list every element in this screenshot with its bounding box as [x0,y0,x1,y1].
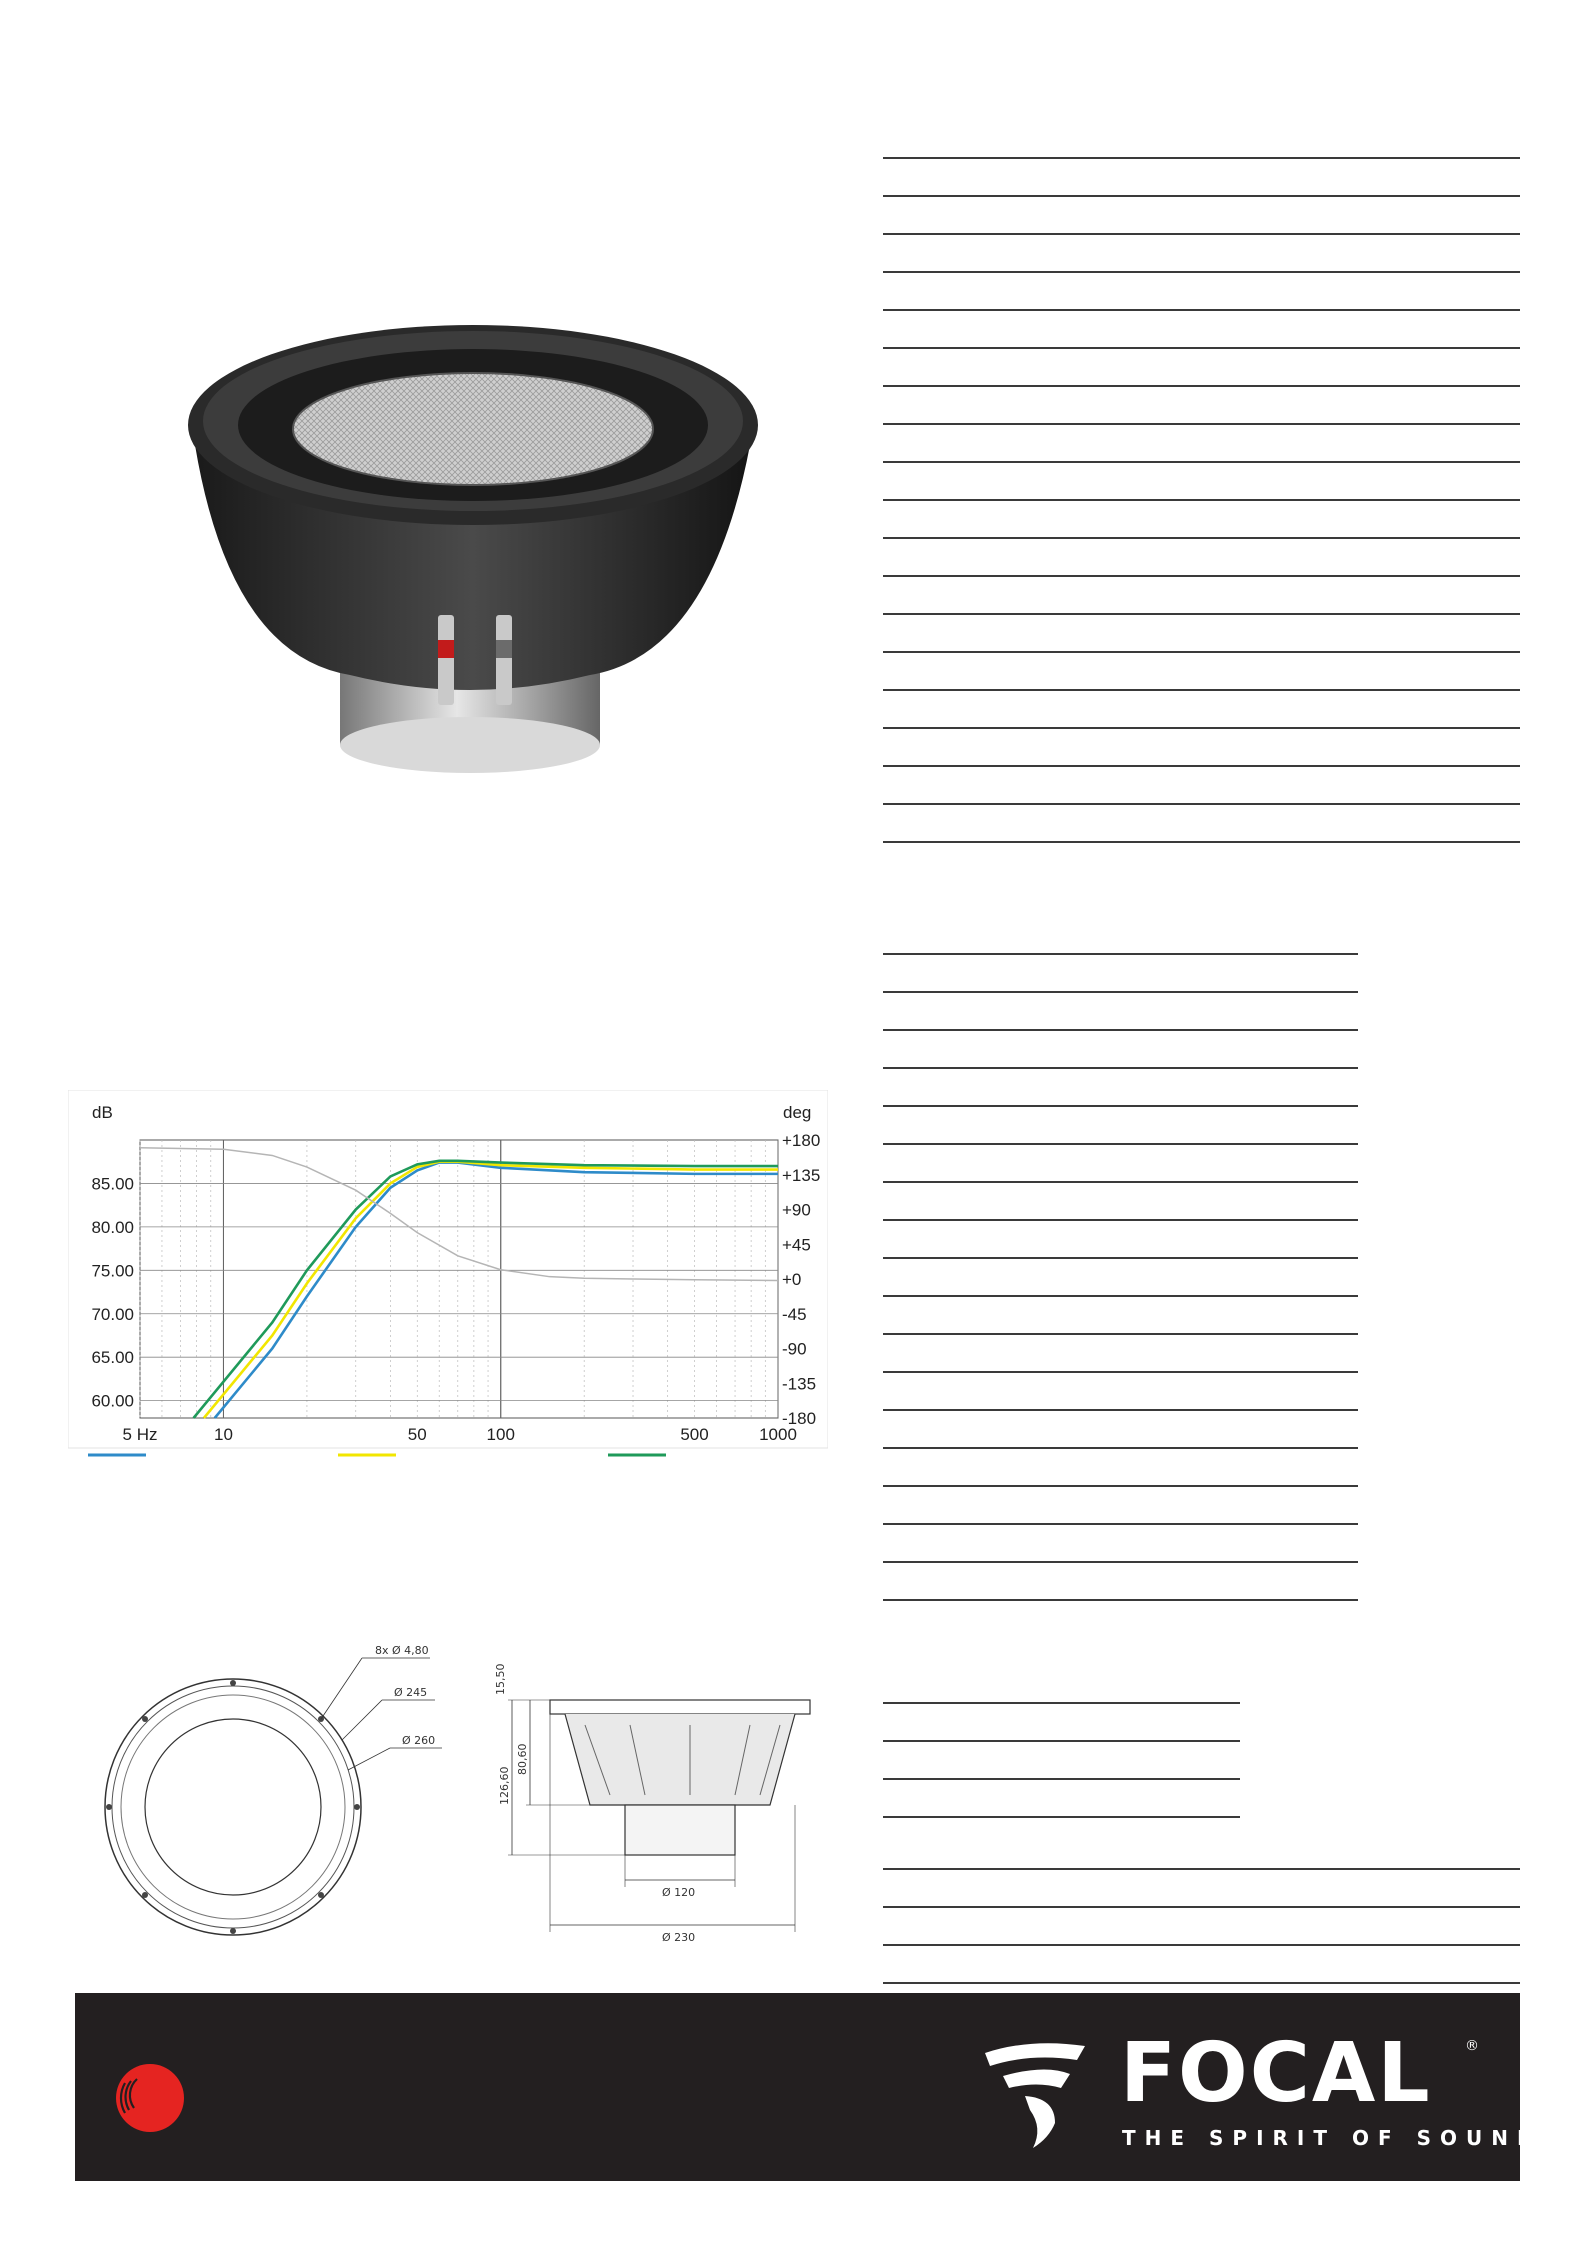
magnet-diameter-dimension: Ø 120 [662,1886,696,1899]
spec-rule-line [883,1868,1520,1870]
spec-rule-line [883,1599,1358,1601]
spec-rule-line [883,1105,1358,1107]
y-tick-label: 65.00 [91,1348,134,1368]
y2-tick-label: +180 [782,1131,821,1150]
spec-rule-line [883,1219,1358,1221]
spec-rule-line [883,1409,1358,1411]
spec-rule-line [883,1944,1520,1946]
spec-rule-line [883,1523,1358,1525]
spec-rule-line [883,651,1520,653]
x-tick-label: 500 [680,1425,709,1444]
spec-rule-line [883,233,1520,235]
spec-rule-line [883,1371,1358,1373]
badge-icon [115,2063,185,2133]
spec-rule-line [883,195,1520,197]
x-tick-label: 100 [486,1425,515,1444]
mounting-diameter-dimension: Ø 245 [394,1686,428,1699]
x-tick-label: 10 [214,1425,233,1444]
spec-rule-line [883,1067,1358,1069]
spec-rule-line [883,1143,1358,1145]
mounting-depth-dimension: 80,60 [516,1743,529,1775]
y-tick-label: 80.00 [91,1217,134,1237]
brand-name: FOCAL [1120,2026,1432,2121]
spec-rule-line [883,1561,1358,1563]
spec-rule-line [883,385,1520,387]
spec-rule-line [883,1029,1358,1031]
spec-rule-line [883,1295,1358,1297]
side-view-drawing [490,1655,830,1955]
y-tick-label: 60.00 [91,1391,134,1411]
spec-rule-line [883,1702,1240,1704]
spec-rule-line [883,1740,1240,1742]
y2-tick-label: +135 [782,1165,821,1185]
spec-rule-line [883,575,1520,577]
y2-tick-label: -45 [782,1304,807,1324]
x-tick-label: 50 [407,1425,427,1444]
flange-height-dimension: 15,50 [494,1663,507,1695]
spec-rule-line [883,803,1520,805]
chart-frame [68,1090,828,1448]
front-view-drawing [90,1630,470,1960]
spec-rule-line [883,423,1520,425]
spec-rule-line [883,991,1358,993]
bolt-hole-dimension: 8x Ø 4,80 [375,1644,429,1657]
y-axis-label: dB [92,1103,113,1122]
footer-band [75,1993,1543,2181]
spec-rule-line [883,1485,1358,1487]
x-tick-label: 1000 [759,1425,797,1444]
spec-rule-line [883,271,1520,273]
spec-rule-line [883,953,1358,955]
spec-rule-line [883,461,1520,463]
spec-rule-line [883,1447,1358,1449]
y2-tick-label: +90 [782,1200,811,1220]
y-tick-label: 75.00 [91,1261,134,1281]
y-tick-label: 70.00 [91,1304,134,1324]
spec-rule-line [883,841,1520,843]
y2-tick-label: -135 [782,1374,817,1394]
spec-rule-line [883,1333,1358,1335]
spec-rule-line [883,537,1520,539]
registered-mark: ® [1465,2038,1479,2054]
total-depth-dimension: 126,60 [498,1766,511,1805]
spec-rule-line [883,157,1520,159]
subwoofer-photo [170,325,775,790]
spec-rule-line [883,1982,1520,1984]
spec-rule-line [883,347,1520,349]
y2-axis-label: deg [783,1103,812,1122]
spec-rule-line [883,1778,1240,1780]
x-tick-label: 5 Hz [122,1425,158,1444]
spec-rule-line [883,1257,1358,1259]
y2-tick-label: -180 [782,1409,817,1428]
y-tick-label: 85.00 [91,1174,134,1194]
spec-rule-line [883,689,1520,691]
y2-tick-label: +0 [782,1270,802,1289]
spec-rule-line [883,613,1520,615]
spec-rule-line [883,727,1520,729]
spec-rule-line [883,499,1520,501]
brand-tagline: THE SPIRIT OF SOUND [1122,2126,1543,2150]
spec-rule-line [883,1816,1240,1818]
spec-rule-line [883,1181,1358,1183]
outer-diameter-dimension: Ø 260 [402,1734,436,1747]
spec-rule-line [883,309,1520,311]
spec-rule-line [883,765,1520,767]
y2-tick-label: +45 [782,1235,811,1255]
frequency-response-chart [68,1090,828,1465]
spec-rule-line [883,1906,1520,1908]
cutout-diameter-dimension: Ø 230 [662,1931,696,1944]
y2-tick-label: -90 [782,1339,807,1359]
